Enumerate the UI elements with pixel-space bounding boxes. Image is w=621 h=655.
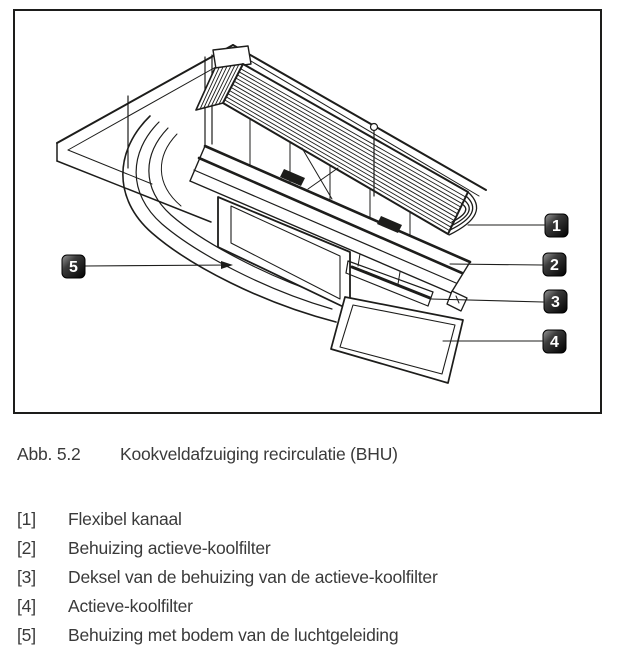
legend-item-4 xyxy=(17,592,438,621)
badge-1 xyxy=(545,214,568,237)
badge-4-number: 4 xyxy=(550,334,559,351)
legend-item-3-label: Deksel van de behuizing van de actieve-koolfilter xyxy=(68,567,438,587)
legend-item-1-label: Flexibel kanaal xyxy=(68,509,182,529)
badge-3-number: 3 xyxy=(551,294,560,311)
figure-caption-text: Kookveldafzuiging recirculatie (BHU) xyxy=(120,444,398,464)
badge-5 xyxy=(62,255,85,278)
legend-item-1 xyxy=(17,505,438,534)
badge-5-number: 5 xyxy=(69,259,78,276)
legend-item-2-number: [2] xyxy=(17,538,36,558)
legend-item-1-number: [1] xyxy=(17,509,36,529)
badge-2 xyxy=(543,253,566,276)
figure-caption-label: Abb. 5.2 xyxy=(17,444,81,464)
duct-pin-head xyxy=(371,124,378,131)
legend-item-2-label: Behuizing actieve-koolfilter xyxy=(68,538,271,558)
badge-1-number: 1 xyxy=(552,218,561,235)
badge-3 xyxy=(544,290,567,313)
figure-legend xyxy=(17,505,438,650)
legend-item-4-label: Actieve-koolfilter xyxy=(68,596,193,616)
badge-4 xyxy=(543,330,566,353)
legend-item-3 xyxy=(17,563,438,592)
figure-caption xyxy=(17,444,398,465)
figure-frame xyxy=(14,10,601,413)
legend-item-3-number: [3] xyxy=(17,567,36,587)
legend-item-5-label: Behuizing met bodem van de luchtgeleiding xyxy=(68,625,399,645)
legend-item-5 xyxy=(17,621,438,650)
badge-2-number: 2 xyxy=(550,257,559,274)
legend-item-4-number: [4] xyxy=(17,596,36,616)
legend-item-2 xyxy=(17,534,438,563)
legend-item-5-number: [5] xyxy=(17,625,36,645)
